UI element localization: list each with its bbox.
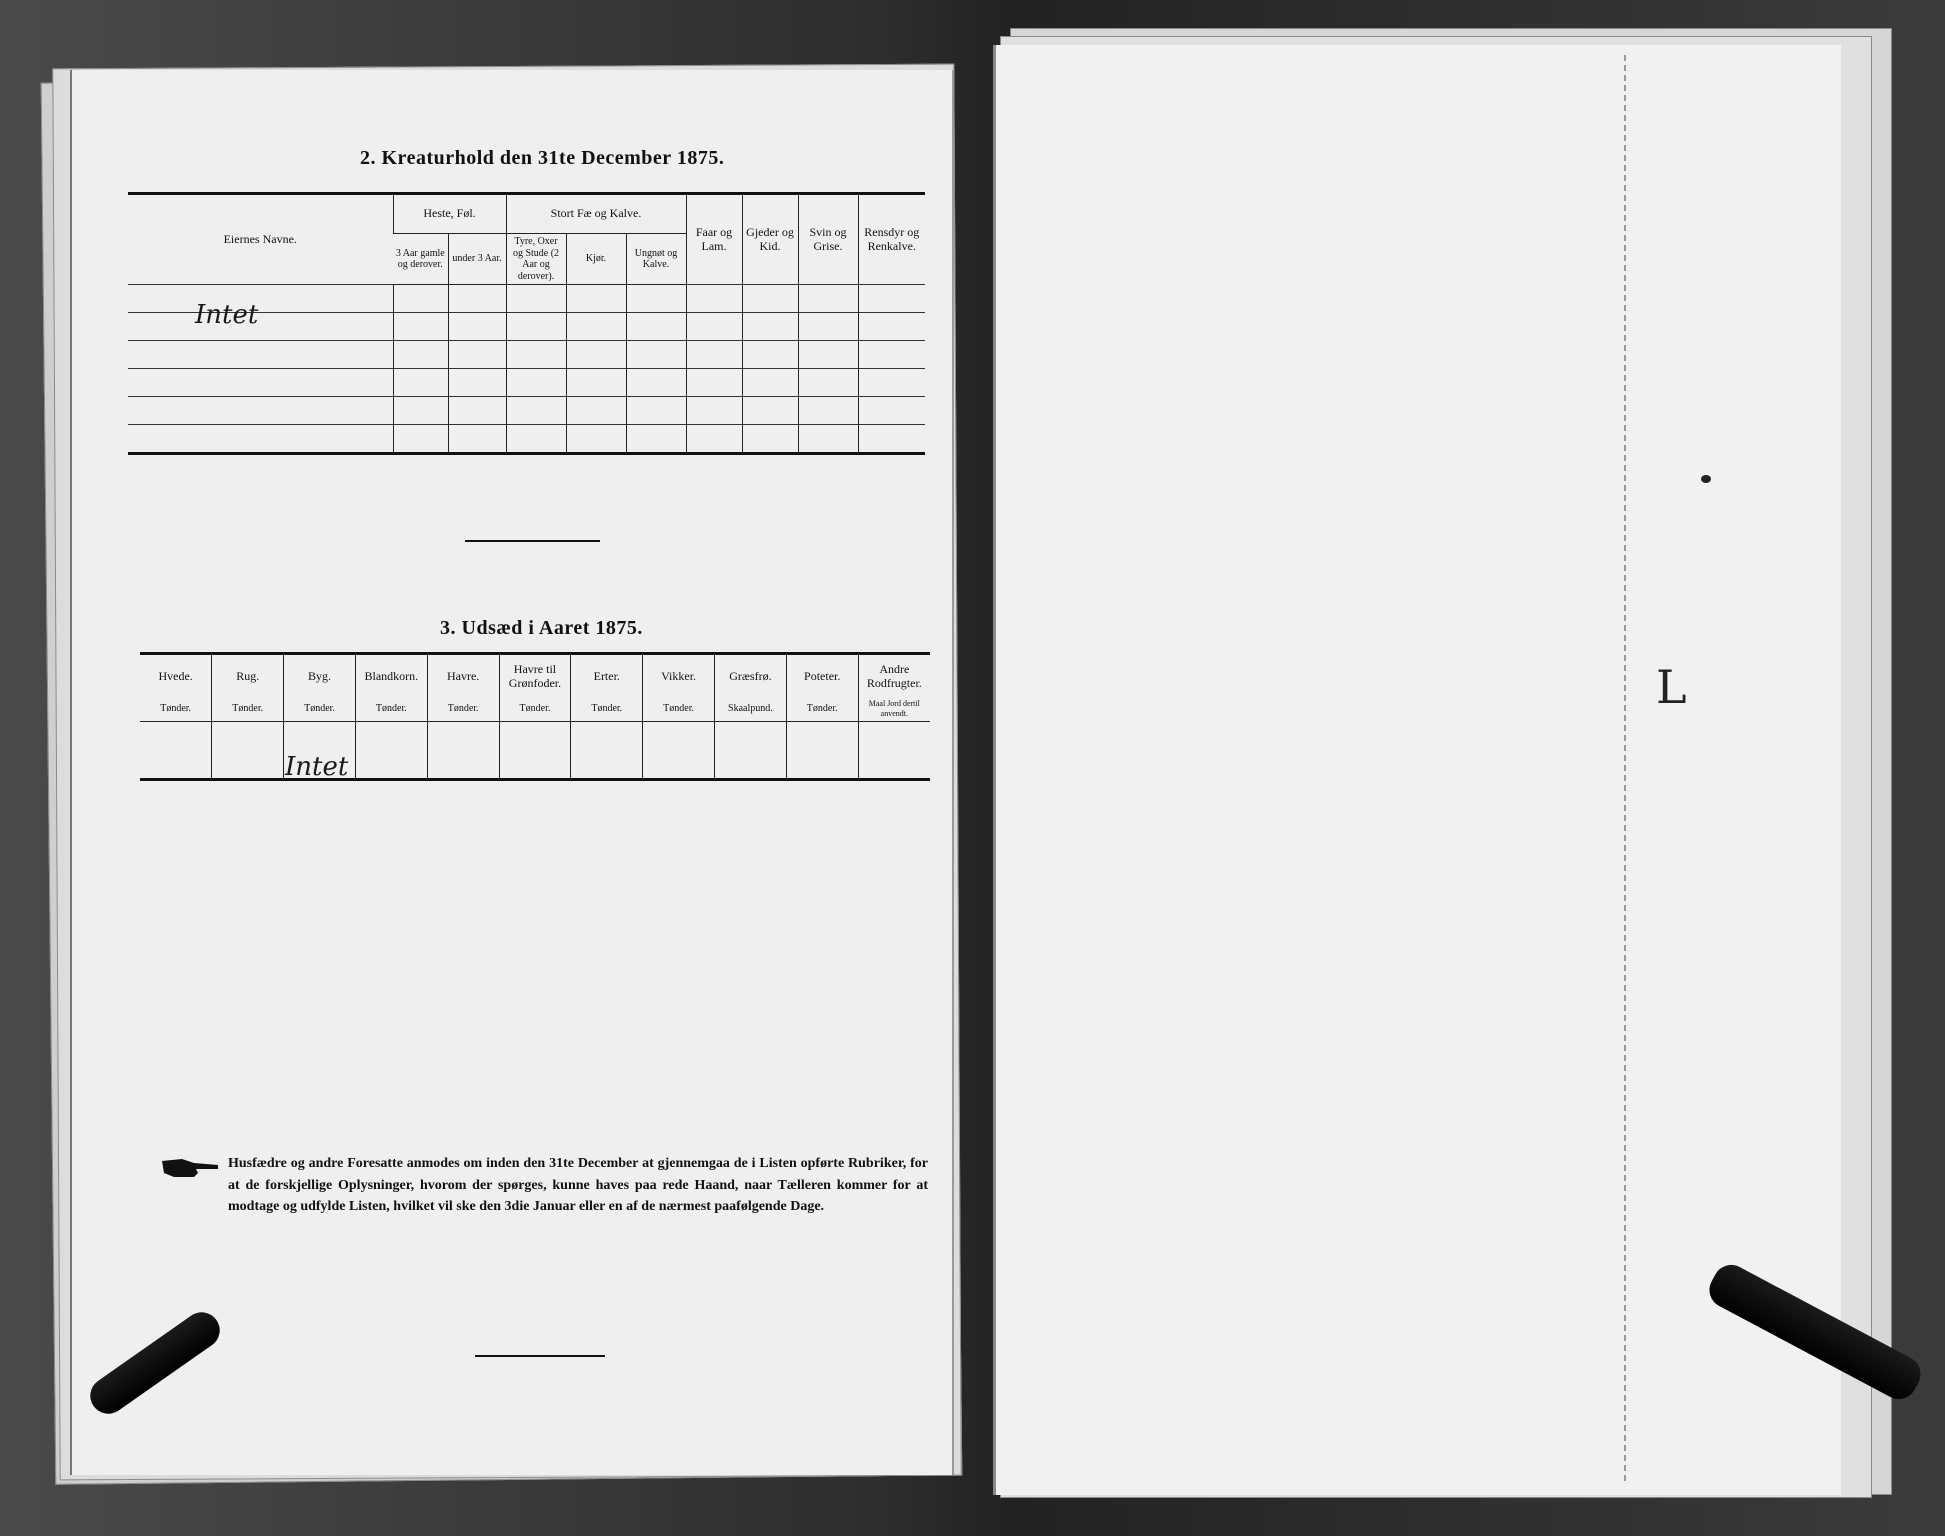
seed-cell [212,722,284,780]
seed-cell [715,722,787,780]
goats-header: Gjeder og Kid. [742,194,798,285]
cattle-header: Stort Fæ og Kalve. [506,194,686,234]
seed-column-header: Havre. [427,654,499,698]
seed-cell [427,722,499,780]
table-row [128,397,925,425]
seed-column-unit: Tønder. [571,697,643,722]
seed-column-unit: Tønder. [355,697,427,722]
seed-cell [140,722,212,780]
table-row [128,369,925,397]
seed-column-header: Andre Rodfrugter. [858,654,930,698]
seed-column-header: Erter. [571,654,643,698]
seed-cell [643,722,715,780]
section3-title: 3. Udsæd i Aaret 1875. [440,617,643,639]
table-row [128,341,925,369]
owner-header: Eiernes Navne. [128,194,393,285]
seed-column-header: Byg. [284,654,356,698]
table-row [140,722,930,780]
bulls-header: Tyre, Oxer og Stude (2 Aar og derover). [506,234,566,285]
seed-cell [355,722,427,780]
sheep-header: Faar og Lam. [686,194,742,285]
divider [475,1355,605,1357]
seed-cell [499,722,571,780]
divider [465,540,600,542]
horses-3yr-header: 3 Aar gamle og derover. [393,234,448,285]
horses-under3-header: under 3 Aar. [448,234,506,285]
pigs-header: Svin og Grise. [798,194,858,285]
seed-cell [786,722,858,780]
handwritten-entry: Intet [285,752,349,782]
table-row [128,425,925,454]
seed-column-unit: Maal Jord dertil anvendt. [858,697,930,722]
page-fold-line [1624,55,1626,1485]
handwritten-entry: Intet [195,300,259,330]
seed-cell [858,722,930,780]
notice-text: Husfædre og andre Foresatte anmodes om inden den 31te December at gjennemgaa de i Listen opførte Rubriker, for at de forskjellige Oplysninger, hvorom der spørges, kunne haves paa rede Haand, naar Tælleren kommer for at modtage og udfylde Listen, hvilket vil ske den 3die Januar eller en af de nærmest paafølgende Dage. [228,1156,928,1215]
horses-header: Heste, Føl. [393,194,506,234]
seed-column-header: Græsfrø. [715,654,787,698]
seed-table [140,652,930,781]
seed-column-header: Rug. [212,654,284,698]
seed-column-header: Poteter. [786,654,858,698]
seed-column-unit: Tønder. [499,697,571,722]
calves-header: Ungnøt og Kalve. [626,234,686,285]
seed-cell [571,722,643,780]
seed-column-unit: Tønder. [643,697,715,722]
seed-column-header: Havre til Grønfoder. [499,654,571,698]
pencil-mark: L [1656,660,1687,714]
ink-spot [1701,475,1711,483]
section2-title: 2. Kreaturhold den 31te December 1875. [360,147,725,169]
seed-column-unit: Tønder. [284,697,356,722]
pointing-hand-icon [160,1155,220,1181]
seed-column-header: Vikker. [643,654,715,698]
seed-column-header: Hvede. [140,654,212,698]
reindeer-header: Rensdyr og Renkalve. [858,194,925,285]
seed-column-unit: Tønder. [212,697,284,722]
cows-header: Kjør. [566,234,626,285]
seed-column-header: Blandkorn. [355,654,427,698]
seed-column-unit: Tønder. [786,697,858,722]
seed-column-unit: Tønder. [140,697,212,722]
seed-column-unit: Skaalpund. [715,697,787,722]
seed-column-unit: Tønder. [427,697,499,722]
